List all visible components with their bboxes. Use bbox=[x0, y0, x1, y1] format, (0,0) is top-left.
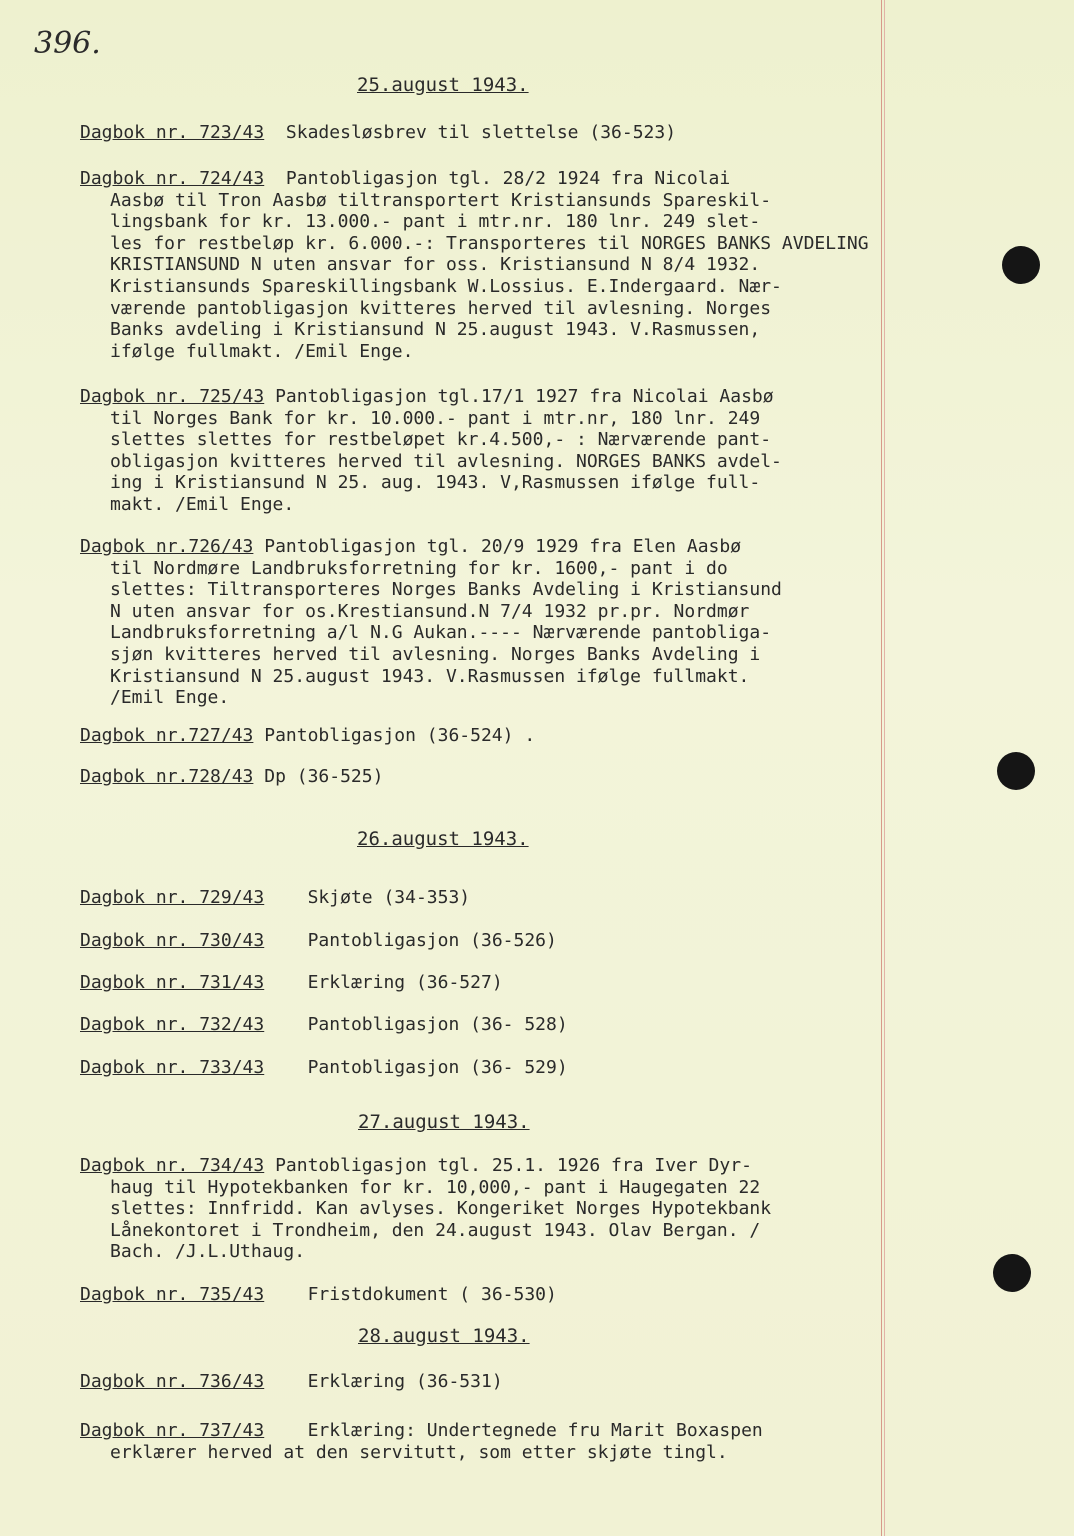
entry-ref: Dagbok nr. 737/43 bbox=[80, 1420, 265, 1441]
date-heading: 25.august 1943. bbox=[357, 74, 529, 96]
journal-entry bbox=[80, 766, 383, 788]
entry-ref: Dagbok nr. 733/43 bbox=[80, 1057, 265, 1078]
margin-rule-secondary bbox=[884, 0, 885, 1536]
entry-text: slettes: Tiltransporteres Norges Banks Avdeling i Kristiansund bbox=[110, 579, 782, 601]
entry-ref: Dagbok nr. 731/43 bbox=[80, 972, 265, 993]
margin-rule bbox=[881, 0, 882, 1536]
entry-text: Landbruksforretning a/l N.G Aukan.---- Nærværende pantobliga- bbox=[110, 622, 772, 644]
entry-text: /Emil Enge. bbox=[110, 687, 230, 709]
entry-text: lingsbank for kr. 13.000.- pant i mtr.nr. 180 lnr. 249 slet- bbox=[110, 211, 761, 233]
journal-entry bbox=[80, 122, 676, 144]
date-heading: 28.august 1943. bbox=[358, 1325, 530, 1347]
page-number: 396. bbox=[34, 26, 101, 61]
journal-entry bbox=[80, 1057, 568, 1079]
entry-text: haug til Hypotekbanken for kr. 10,000,- pant i Haugegaten 22 bbox=[110, 1176, 761, 1198]
entry-text: ing i Kristiansund N 25. aug. 1943. V,Rasmussen ifølge full- bbox=[110, 472, 761, 494]
punch-hole-top bbox=[1002, 246, 1040, 284]
date-heading: 26.august 1943. bbox=[357, 828, 529, 850]
entry-text: til Norges Bank for kr. 10.000.- pant i mtr.nr, 180 lnr. 249 bbox=[110, 407, 761, 429]
entry-ref: Dagbok nr.726/43 bbox=[80, 536, 254, 557]
entry-text: makt. /Emil Enge. bbox=[110, 493, 295, 515]
entry-text: N uten ansvar for os.Krestiansund.N 7/4 1932 pr.pr. Nordmør bbox=[110, 600, 750, 622]
entry-text: KRISTIANSUND N uten ansvar for oss. Kristiansund N 8/4 1932. bbox=[110, 254, 761, 276]
journal-entry bbox=[80, 168, 869, 362]
entry-text: Lånekontoret i Trondheim, den 24.august 1943. Olav Bergan. / bbox=[110, 1219, 761, 1241]
entry-ref: Dagbok nr.728/43 bbox=[80, 766, 254, 787]
entry-text: Kristiansund N 25.august 1943. V.Rasmussen ifølge fullmakt. bbox=[110, 665, 750, 687]
entry-ref: Dagbok nr. 723/43 bbox=[80, 122, 265, 143]
entry-ref: Dagbok nr. 730/43 bbox=[80, 930, 265, 951]
journal-entry bbox=[80, 1155, 771, 1263]
entry-text: Dp (36-525) bbox=[264, 766, 384, 787]
entry-text: Pantobligasjon (36-526) bbox=[307, 930, 557, 951]
entry-text: Pantobligasjon tgl. 25.1. 1926 fra Iver Dyr- bbox=[275, 1155, 752, 1176]
journal-entry bbox=[80, 1014, 568, 1036]
entry-text: Kristiansunds Spareskillingsbank W.Lossius. E.Indergaard. Nær- bbox=[110, 275, 782, 297]
entry-text: Pantobligasjon (36- 528) bbox=[307, 1014, 568, 1035]
entry-text: Bach. /J.L.Uthaug. bbox=[110, 1241, 306, 1263]
entry-text: obligasjon kvitteres herved til avlesning. NORGES BANKS avdel- bbox=[110, 450, 782, 472]
journal-entry bbox=[80, 536, 782, 709]
entry-ref: Dagbok nr. 735/43 bbox=[80, 1284, 265, 1305]
entry-text: Aasbø til Tron Aasbø tiltransportert Kristiansunds Spareskil- bbox=[110, 189, 772, 211]
entry-ref: Dagbok nr.727/43 bbox=[80, 725, 254, 746]
entry-text: slettes slettes for restbeløpet kr.4.500,- : Nærværende pant- bbox=[110, 429, 772, 451]
journal-entry bbox=[80, 1371, 503, 1393]
journal-entry bbox=[80, 386, 782, 516]
entry-text: Erklæring: Undertegnede fru Marit Boxaspen bbox=[307, 1420, 763, 1441]
journal-entry bbox=[80, 1420, 763, 1463]
journal-entry bbox=[80, 1284, 557, 1306]
punch-hole-middle bbox=[997, 752, 1035, 790]
entry-text: slettes: Innfridd. Kan avlyses. Kongeriket Norges Hypotekbank bbox=[110, 1198, 772, 1220]
entry-text: les for restbeløp kr. 6.000.-: Transporteres til NORGES BANKS AVDELING bbox=[110, 232, 869, 254]
entry-text: Fristdokument ( 36-530) bbox=[307, 1284, 557, 1305]
entry-ref: Dagbok nr. 725/43 bbox=[80, 386, 265, 407]
entry-text: Pantobligasjon (36- 529) bbox=[307, 1057, 568, 1078]
entry-ref: Dagbok nr. 734/43 bbox=[80, 1155, 265, 1176]
journal-entry bbox=[80, 725, 535, 747]
entry-text: Erklæring (36-527) bbox=[307, 972, 503, 993]
punch-hole-bottom bbox=[993, 1254, 1031, 1292]
journal-entry bbox=[80, 887, 470, 909]
entry-text: sjøn kvitteres herved til avlesning. Norges Banks Avdeling i bbox=[110, 643, 761, 665]
date-heading: 27.august 1943. bbox=[358, 1111, 530, 1133]
entry-text: Banks avdeling i Kristiansund N 25.august 1943. V.Rasmussen, bbox=[110, 319, 761, 341]
entry-text: til Nordmøre Landbruksforretning for kr. 1600,- pant i do bbox=[110, 557, 728, 579]
entry-text: værende pantobligasjon kvitteres herved til avlesning. Norges bbox=[110, 297, 772, 319]
entry-text: Skadesløsbrev til slettelse (36-523) bbox=[285, 122, 677, 143]
entry-text: ifølge fullmakt. /Emil Enge. bbox=[110, 340, 414, 362]
journal-entry bbox=[80, 930, 557, 952]
entry-text: Pantobligasjon (36-524) . bbox=[264, 725, 536, 746]
entry-ref: Dagbok nr. 729/43 bbox=[80, 887, 265, 908]
entry-ref: Dagbok nr. 724/43 bbox=[80, 168, 265, 189]
entry-text: Pantobligasjon tgl.17/1 1927 fra Nicolai Aasbø bbox=[275, 386, 774, 407]
journal-entry bbox=[80, 972, 503, 994]
entry-ref: Dagbok nr. 732/43 bbox=[80, 1014, 265, 1035]
entry-text: erklærer herved at den servitutt, som etter skjøte tingl. bbox=[110, 1441, 728, 1463]
entry-text: Skjøte (34-353) bbox=[307, 887, 471, 908]
entry-text: Erklæring (36-531) bbox=[307, 1371, 503, 1392]
entry-ref: Dagbok nr. 736/43 bbox=[80, 1371, 265, 1392]
entry-text: Pantobligasjon tgl. 28/2 1924 fra Nicolai bbox=[285, 168, 731, 189]
entry-text: Pantobligasjon tgl. 20/9 1929 fra Elen Aasbø bbox=[264, 536, 742, 557]
